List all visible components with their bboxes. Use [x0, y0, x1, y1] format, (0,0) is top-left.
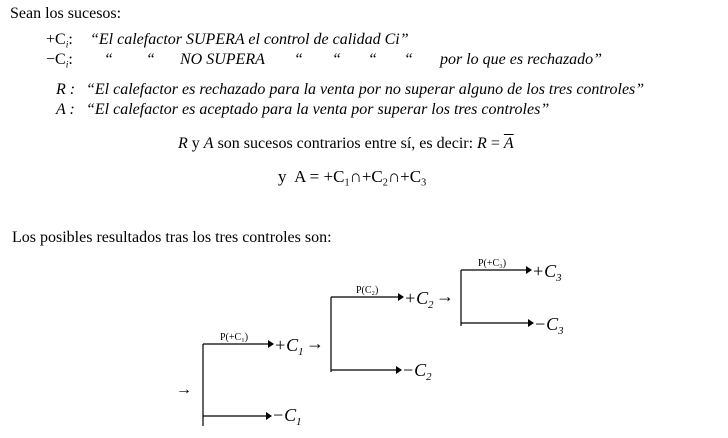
intro-text: Sean los sucesos:: [10, 5, 122, 22]
prob-label-c3: P(+C₃): [478, 258, 507, 269]
branch-label-minus-c3: $-C_3$: [534, 314, 564, 337]
formula: y $A = +C_1\cap+C_2\cap+C_3$: [278, 167, 427, 189]
start-arrow-icon: →: [176, 381, 192, 398]
event-minus-ci-text: NO SUPERA: [180, 51, 265, 68]
ditto-mark: “: [404, 51, 413, 68]
ditto-mark: “: [104, 51, 113, 68]
branch-label-plus-c1: $+C_1$: [274, 335, 304, 358]
ditto-mark: “: [332, 51, 341, 68]
event-a-symbol: A :: [56, 101, 75, 118]
event-minus-ci-text-2: por lo que es rechazado”: [440, 51, 603, 68]
ditto-mark: “: [294, 51, 303, 68]
branch-label-minus-c2: $-C_2$: [402, 360, 432, 383]
event-r-text: “El calefactor es rechazado para la venta por no superar alguno de los tres controles”: [86, 81, 645, 98]
contrary-statement: R y A son sucesos contrarios entre sí, es decir: $R = \overline{A}$: [178, 135, 514, 152]
event-a-text: “El calefactor es aceptado para la venta por superar los tres controles”: [86, 101, 550, 118]
a-complement: $\overline{A}$: [503, 135, 514, 152]
branch-label-minus-c1: $-C_1$: [272, 405, 302, 428]
arrow-icon: →: [436, 286, 454, 306]
event-plus-ci-text: “El calefactor SUPERA el control de calidad Ci”: [90, 31, 409, 48]
ditto-mark: “: [368, 51, 377, 68]
event-plus-ci-symbol: $+C_i$:: [46, 31, 73, 51]
prob-label-c1: P(+C₁): [220, 332, 249, 343]
branch-label-plus-c3: $+C_3$: [532, 261, 562, 284]
branch-label-plus-c2: $+C_2$: [404, 288, 434, 311]
results-intro: Los posibles resultados tras los tres controles son:: [12, 229, 332, 246]
prob-label-c2: P(C₂): [356, 285, 379, 296]
event-minus-ci-symbol: $-C_i$:: [46, 51, 73, 71]
ditto-mark: “: [146, 51, 155, 68]
event-r-symbol: R :: [56, 81, 76, 98]
arrow-icon: →: [306, 333, 324, 353]
